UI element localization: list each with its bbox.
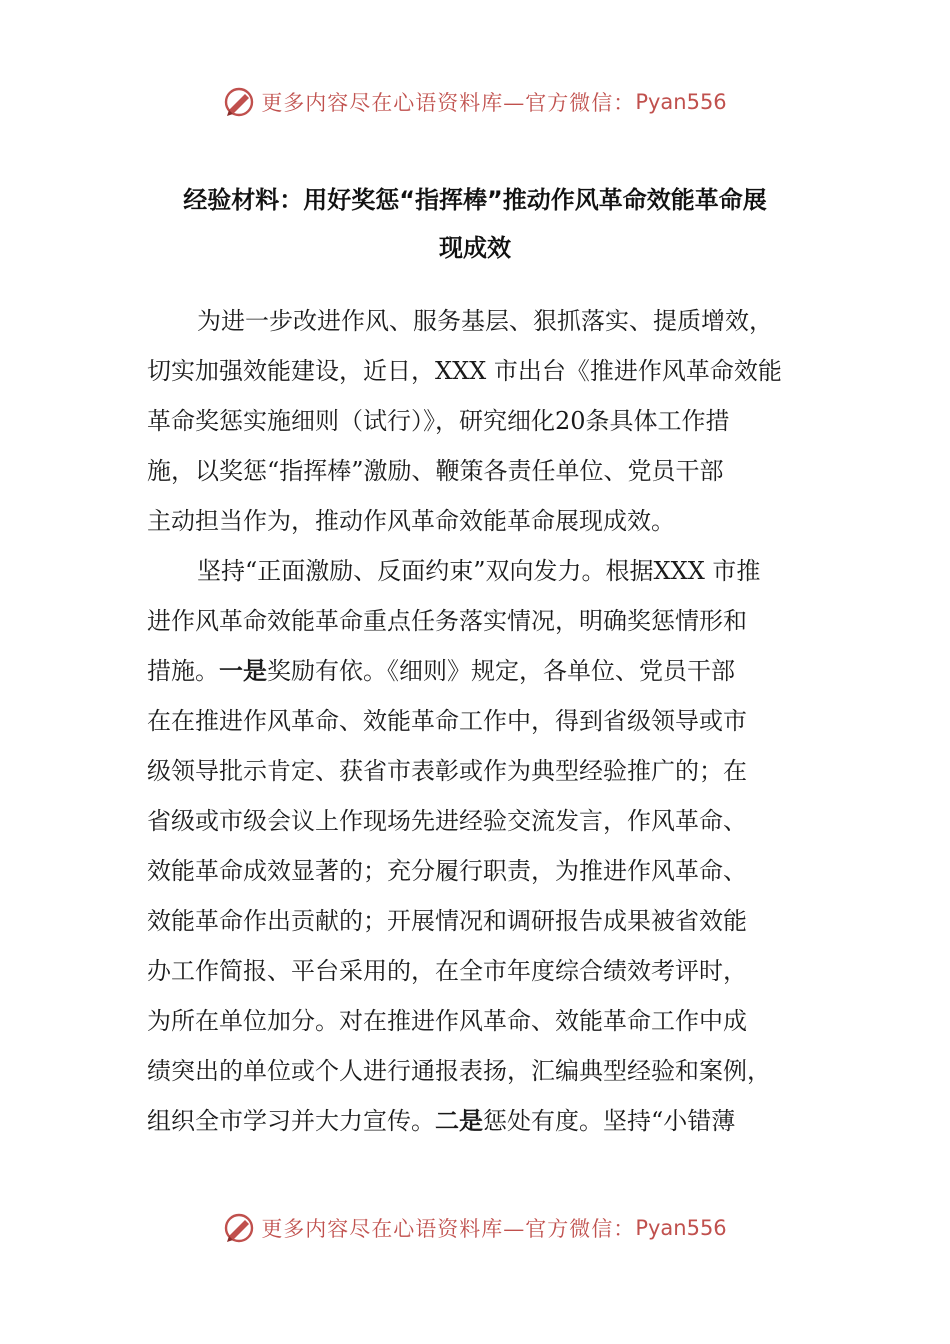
text-line	[147, 646, 809, 696]
text-line: 主动担当作为，推动作风革命效能革命展现成效。	[147, 507, 675, 535]
text-line: 施，以奖惩“指挥棒”激励、鞭策各责任单位、党员干部	[147, 457, 724, 485]
watermark-text: 更多内容尽在心语资料库—官方微信：	[261, 1217, 636, 1241]
bold-marker: 一是	[219, 656, 267, 685]
watermark-text: 更多内容尽在心语资料库—官方微信：	[261, 91, 636, 115]
watermark-handle: Pyan556	[635, 1216, 727, 1240]
text-line: 革命奖惩实施细则（试行）》，研究细化20条具体工作措	[147, 407, 730, 435]
bold-marker: 二是	[435, 1106, 483, 1135]
text-line: 效能革命成效显著的；充分履行职责，为推进作风革命、	[147, 857, 747, 885]
text-line: 为进一步改进作风、服务基层、狠抓落实、提质增效，	[197, 307, 773, 335]
document-title	[140, 176, 810, 272]
text-line: 在在推进作风革命、效能革命工作中，得到省级领导或市	[147, 707, 747, 735]
text-line: 省级或市级会议上作现场先进经验交流发言，作风革命、	[147, 807, 747, 835]
text-line: 坚持“正面激励、反面约束”双向发力。根据XXX 市推	[197, 557, 761, 585]
text-line: 效能革命作出贡献的；开展情况和调研报告成果被省效能	[147, 907, 747, 935]
text-segment: 组织全市学习并大力宣传。	[147, 1107, 435, 1135]
text-line	[147, 1096, 809, 1146]
pen-logo-icon	[223, 1212, 255, 1244]
text-line: 级领导批示肯定、获省市表彰或作为典型经验推广的；在	[147, 757, 747, 785]
text-line: 为所在单位加分。对在推进作风革命、效能革命工作中成	[147, 1007, 747, 1035]
paragraph-2	[147, 546, 809, 1146]
title-line-1: 经验材料：用好奖惩“指挥棒”推动作风革命效能革命展	[183, 186, 767, 214]
text-line: 办工作简报、平台采用的，在全市年度综合绩效考评时，	[147, 957, 747, 985]
pen-logo-icon	[223, 86, 255, 118]
text-segment: 措施。	[147, 657, 219, 685]
document-body	[147, 296, 809, 1146]
header-watermark	[0, 86, 950, 118]
text-segment: 奖励有依。《细则》规定，各单位、党员干部	[267, 657, 735, 685]
text-line: 切实加强效能建设，近日，XXX 市出台《推进作风革命效能	[147, 357, 782, 385]
watermark-handle: Pyan556	[635, 90, 727, 114]
text-line: 绩突出的单位或个人进行通报表扬，汇编典型经验和案例，	[147, 1057, 771, 1085]
title-line-2: 现成效	[439, 234, 511, 262]
text-line: 进作风革命效能革命重点任务落实情况，明确奖惩情形和	[147, 607, 747, 635]
text-segment: 惩处有度。坚持“小错薄	[483, 1107, 736, 1135]
paragraph-1	[147, 296, 809, 546]
footer-watermark	[0, 1212, 950, 1244]
